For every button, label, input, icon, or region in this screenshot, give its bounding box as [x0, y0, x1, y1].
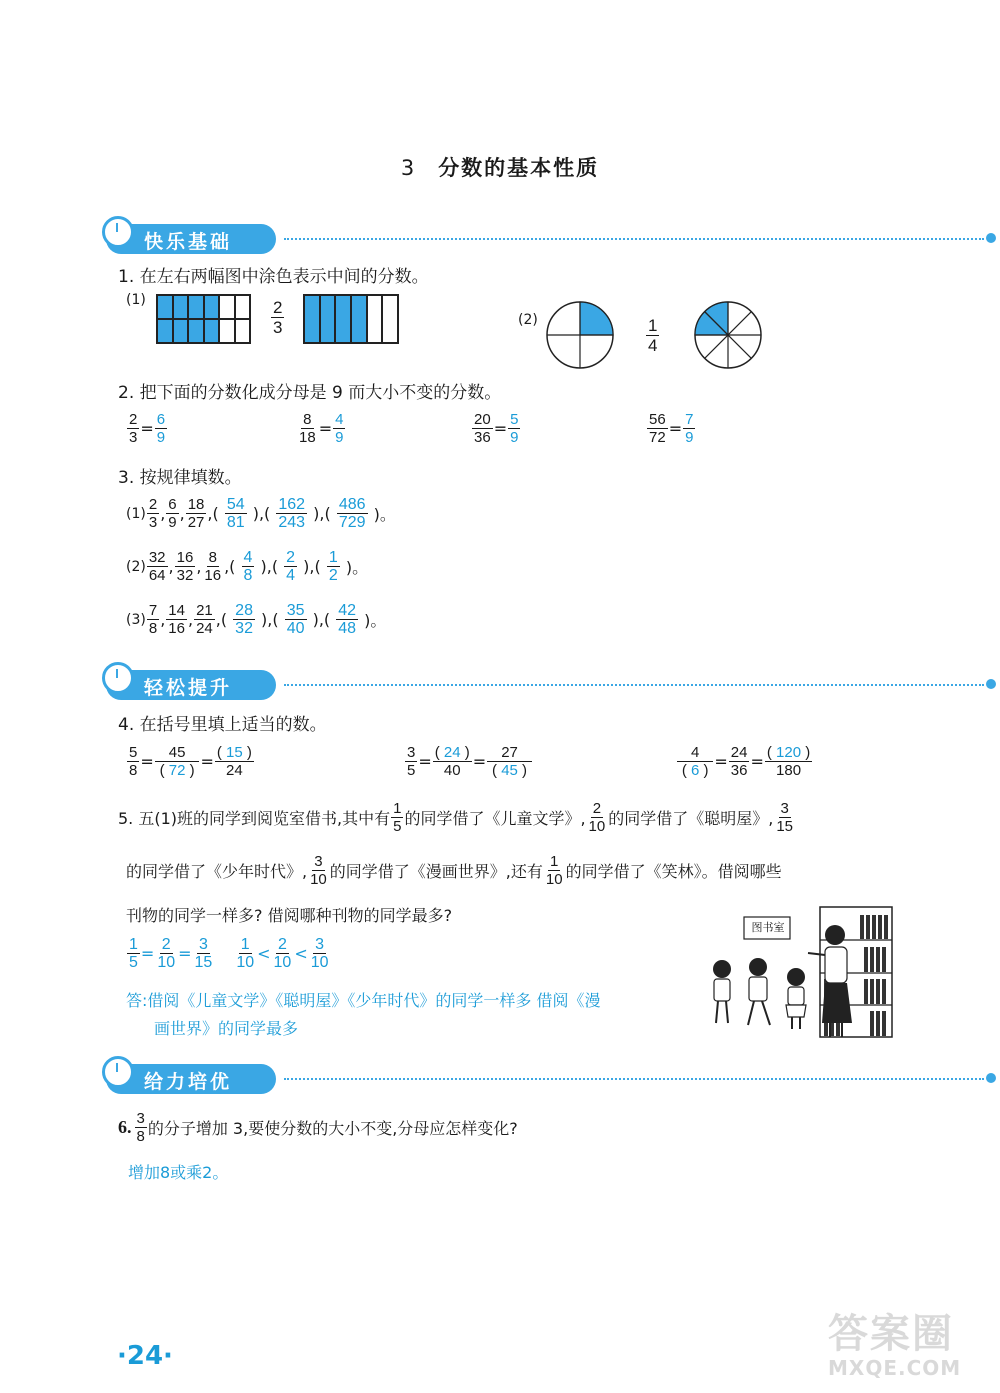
q1-part1-fraction: $\frac{2}{3}$ [273, 298, 283, 337]
q2-answer: $\frac{7}{9}$ [685, 411, 694, 446]
q4-answer: 24 [443, 744, 461, 761]
q4-equation-3: $\frac{4}{( 6 )}$ = $\frac{24}{36}$ = $\frac{( 120 )}{180}$ [676, 744, 813, 779]
q1-part2-tag: (2) [518, 312, 538, 328]
q3-answer: $\frac{1}{2}$ [328, 549, 338, 584]
divider-end-dot [986, 1073, 996, 1083]
q4-equation-1: $\frac{5}{8}$ = $\frac{45}{( 72 )}$ = $\frac{( 15 )}{24}$ [129, 744, 252, 779]
q4-answer: 45 [501, 762, 518, 779]
page-number: ·24· [117, 1341, 173, 1371]
q3-row-3: (3) $\frac{7}{8}$ , $\frac{14}{16}$ , $\frac{21}{24}$ ,( $\frac{28}{32}$ ),( $\frac{35}{40}$ ),( $\frac{42}{48}$ )。 [126, 602, 387, 637]
question-2-text: 2. 把下面的分数化成分母是 9 而大小不变的分数。 [118, 383, 502, 403]
q4-answer: 15 [226, 744, 243, 761]
q5-answer-line-1: 答:借阅《儿童文学》《聪明屋》《少年时代》的同学一样多 借阅《漫 [126, 991, 601, 1010]
question-5-line-3: 刊物的同学一样多? 借阅哪种刊物的同学最多? [126, 906, 453, 925]
q4-answer: 120 [776, 744, 802, 761]
section-label: 快乐基础 [144, 231, 233, 253]
q5-answer-line-2: 画世界》的同学最多 [154, 1019, 299, 1038]
q3-row-2: (2) $\frac{32}{64}$ , $\frac{16}{32}$ , $\frac{8}{16}$ ,( $\frac{4}{8}$ ),( $\frac{2}{4}$ ),( $\frac{1}{2}$ )。 [126, 549, 369, 584]
q1-part1-tag: (1) [126, 292, 146, 308]
q4-equation-2: $\frac{3}{5}$ = $\frac{( 24 )}{40}$ = $\frac{27}{( 45 )}$ [404, 744, 533, 779]
divider-end-dot [986, 233, 996, 243]
q3-answer: $\frac{162}{243}$ [278, 496, 306, 531]
q4-answer: 6 [691, 762, 700, 779]
divider-end-dot [986, 679, 996, 689]
q6-answer: 增加8或乘2。 [128, 1163, 229, 1182]
q4-answer: 72 [168, 762, 186, 779]
q1-part1 [126, 292, 150, 308]
q3-row-1: (1) $\frac{2}{3}$ , $\frac{6}{9}$ , $\frac{18}{27}$ ,( $\frac{54}{81}$ ),( $\frac{162}{243}$ ),( $\frac{486}{729}$ )。 [126, 496, 396, 531]
q3-answer: $\frac{54}{81}$ [226, 496, 245, 531]
library-sign: 图书室 [751, 921, 785, 934]
title-number: 3 [400, 156, 417, 180]
page-title [0, 152, 1000, 182]
q2-answer: $\frac{5}{9}$ [510, 411, 519, 446]
q3-answer: $\frac{4}{8}$ [243, 549, 253, 584]
q2-item: $\frac{56}{72}$ = $\frac{7}{9}$ [649, 411, 694, 446]
q1-part2-fraction: $\frac{1}{4}$ [648, 316, 658, 355]
dotted-divider [284, 684, 984, 686]
q2-item: $\frac{2}{3}$ = $\frac{6}{9}$ [129, 411, 166, 446]
q3-answer: $\frac{28}{32}$ [235, 602, 253, 637]
q3-answer: $\frac{486}{729}$ [338, 496, 366, 531]
q2-answer: $\frac{6}{9}$ [156, 411, 166, 446]
q5-work: $\frac{1}{5}$ = $\frac{2}{10}$ = $\frac{3}{15}$ $\frac{1}{10}$ < $\frac{2}{10}$ < $\frac{3}{10}$ [129, 936, 329, 971]
dotted-divider [284, 1078, 984, 1080]
q1-right-grid [303, 294, 399, 344]
library-illustration [700, 905, 895, 1040]
q2-item: $\frac{8}{18}$ = $\frac{4}{9}$ [299, 411, 344, 446]
alarm-clock-icon [102, 1056, 134, 1088]
question-5-line-1: 5. 五(1)班的同学到阅览室借书,其中有 $\frac{1}{5}$ 的同学借了《儿童文学》, $\frac{2}{10}$ 的同学借了《聪明屋》, $\frac{3}{15}$ [118, 800, 794, 835]
alarm-clock-icon [102, 216, 134, 248]
question-4-text: 4. 在括号里填上适当的数。 [118, 715, 327, 735]
q2-answer: $\frac{4}{9}$ [335, 411, 344, 446]
dotted-divider [284, 238, 984, 240]
q1-left-grid [156, 294, 251, 344]
q1-left-circle [545, 300, 615, 370]
question-3-text: 3. 按规律填数。 [118, 468, 242, 488]
q3-answer: $\frac{35}{40}$ [286, 602, 305, 637]
section-label: 给力培优 [144, 1071, 233, 1093]
q1-right-circle [693, 300, 763, 370]
q3-answer: $\frac{42}{48}$ [338, 602, 357, 637]
question-1-text: 1. 在左右两幅图中涂色表示中间的分数。 [118, 267, 429, 287]
q2-item: $\frac{20}{36}$ = $\frac{5}{9}$ [474, 411, 519, 446]
q3-answer: $\frac{2}{4}$ [286, 549, 296, 584]
question-6: 6. $\frac{3}{8}$ 的分子增加 3,要使分数的大小不变,分母应怎样变化? [118, 1110, 518, 1145]
watermark-logo: 答案圈 MXQE.COM [828, 1311, 962, 1380]
section-label: 轻松提升 [144, 677, 233, 699]
question-5-line-2: 的同学借了《少年时代》, $\frac{3}{10}$ 的同学借了《漫画世界》,还有 $\frac{1}{10}$ 的同学借了《笑林》。借阅哪些 [126, 853, 782, 888]
title-text: 分数的基本性质 [438, 156, 600, 180]
alarm-clock-icon [102, 662, 134, 694]
